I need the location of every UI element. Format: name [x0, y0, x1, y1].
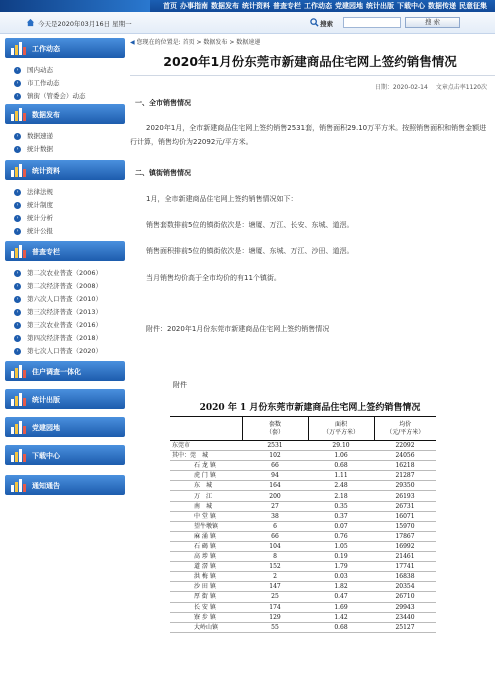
sidebar-section-header[interactable]: [5, 160, 125, 180]
table-cell-value: 2.18: [308, 491, 374, 501]
publish-date: 日期：2020-02-14: [374, 84, 428, 91]
table-cell-value: 2531: [242, 441, 308, 451]
table-cell-value: 1.82: [308, 582, 374, 592]
table-cell-value: 129: [242, 612, 308, 622]
sidebar-item-label: 市工作动态: [27, 79, 60, 87]
arrow-right-icon: ›: [14, 283, 21, 290]
sidebar-item-label: 第三次经济普查（2013）: [27, 308, 103, 316]
sidebar-section-list: [5, 186, 125, 238]
search-input[interactable]: [343, 17, 401, 28]
bar-chart-icon: [10, 449, 28, 462]
top-nav-link[interactable]: 工作动态: [304, 2, 332, 10]
top-navigation-bar: [0, 0, 495, 12]
table-cell-region: 洪 梅 镇: [170, 572, 242, 582]
table-row: [170, 441, 436, 451]
sidebar-item-label: 法律法规: [27, 188, 53, 196]
table-cell-value: 102: [242, 451, 308, 461]
table-cell-value: 0.47: [308, 592, 374, 602]
breadcrumb-home[interactable]: 首页: [182, 39, 195, 46]
breadcrumb-prefix: 您现在的位置是:: [136, 39, 183, 46]
table-row: [170, 521, 436, 531]
sidebar-section-header[interactable]: [5, 475, 125, 495]
section-heading-city: 一、全市销售情况: [135, 99, 191, 107]
current-date: 今天是2020年03月16日 星期一: [38, 20, 132, 28]
table-row: [170, 451, 436, 461]
page-title: 2020年1月份东莞市新建商品住宅网上签约销售情况: [163, 54, 457, 69]
table-column-header: 套数 （套）: [242, 417, 308, 441]
table-cell-value: 164: [242, 481, 308, 491]
sidebar-item[interactable]: [5, 332, 125, 345]
table-cell-value: 200: [242, 491, 308, 501]
sidebar-section-title: 数据发布: [32, 111, 60, 119]
table-cell-value: 29350: [374, 481, 436, 491]
search-label: 搜索: [320, 20, 333, 28]
section-heading-towns: 二、镇街销售情况: [135, 169, 191, 177]
paragraph-towns-intro: 1月，全市新建商品住宅网上签约销售情况如下：: [146, 195, 298, 203]
bar-chart-icon: [10, 421, 28, 434]
table-row: [170, 582, 436, 592]
arrow-right-icon: ›: [14, 309, 21, 316]
bar-chart-icon: [10, 42, 28, 55]
sidebar-section-title: 统计出版: [32, 396, 60, 404]
table-cell-value: 16071: [374, 511, 436, 521]
arrow-right-icon: ›: [14, 215, 21, 222]
sidebar-item[interactable]: [5, 306, 125, 319]
table-cell-value: 24056: [374, 451, 436, 461]
bar-chart-icon: [10, 108, 28, 121]
table-cell-value: 1.06: [308, 451, 374, 461]
sidebar-item-label: 统计分析: [27, 214, 53, 222]
sidebar-section-header[interactable]: [5, 361, 125, 381]
table-cell-value: 6: [242, 521, 308, 531]
top-nav-link[interactable]: 数据传递: [428, 2, 456, 10]
table-cell-value: 104: [242, 541, 308, 551]
home-icon: [26, 18, 35, 27]
bar-chart-icon: [10, 245, 28, 258]
top-nav-link[interactable]: 党建园地: [335, 2, 363, 10]
breadcrumb: [130, 37, 260, 46]
table-cell-region: 沙 田 镇: [170, 582, 242, 592]
table-cell-region: 长 安 镇: [170, 602, 242, 612]
table-cell-region: 东莞市: [170, 441, 242, 451]
table-cell-value: 174: [242, 602, 308, 612]
table-cell-value: 147: [242, 582, 308, 592]
sidebar-item[interactable]: [5, 90, 125, 103]
table-cell-value: 38: [242, 511, 308, 521]
table-cell-region: 石 龙 镇: [170, 461, 242, 471]
sidebar-item[interactable]: [5, 143, 125, 156]
sidebar-item-label: 统计数据: [27, 145, 53, 153]
table-cell-value: 1.11: [308, 471, 374, 481]
table-row: [170, 481, 436, 491]
sidebar-item[interactable]: [5, 267, 125, 280]
paragraph-above-average: 当月销售均价高于全市均价的有11个镇街。: [146, 274, 281, 282]
table-cell-value: 0.19: [308, 552, 374, 562]
paragraph-top-units: 销售套数排前5位的镇街依次是：塘厦、万江、长安、东城、道滘。: [146, 221, 354, 229]
top-nav-link[interactable]: 统计资料: [242, 2, 270, 10]
sidebar-item[interactable]: [5, 280, 125, 293]
sidebar-section-list: [5, 64, 125, 103]
breadcrumb-data-express[interactable]: 数据速递: [236, 39, 261, 46]
sidebar-section-title: 工作动态: [32, 45, 60, 53]
title-divider: [130, 75, 495, 76]
table-row: [170, 461, 436, 471]
sidebar-section-header[interactable]: [5, 241, 125, 261]
main-content: [125, 34, 495, 681]
sidebar-section-list: [5, 130, 125, 156]
top-nav-link[interactable]: 普查专栏: [273, 2, 301, 10]
sidebar-item-label: 统计公报: [27, 227, 53, 235]
table-cell-region: 厚 街 镇: [170, 592, 242, 602]
search-button[interactable]: 搜 索: [405, 17, 460, 28]
table-body: [170, 441, 436, 633]
table-cell-region: 中 堂 镇: [170, 511, 242, 521]
table-row: [170, 471, 436, 481]
table-cell-value: 22092: [374, 441, 436, 451]
breadcrumb-data-release[interactable]: 数据发布: [203, 39, 228, 46]
table-cell-value: 0.07: [308, 521, 374, 531]
sidebar: [5, 34, 125, 681]
sidebar-item[interactable]: [5, 199, 125, 212]
hit-count: 文章点击率1120次: [435, 84, 487, 91]
top-nav-link[interactable]: 数据发布: [211, 2, 239, 10]
table-cell-value: 1.05: [308, 541, 374, 551]
table-column-header: 均价 （元/平方米）: [374, 417, 436, 441]
search-icon: [310, 18, 319, 27]
arrow-right-icon: ›: [14, 228, 21, 235]
sidebar-section-header[interactable]: [5, 104, 125, 124]
breadcrumb-separator: >: [194, 39, 204, 46]
bar-chart-icon: [10, 479, 28, 492]
table-row: [170, 572, 436, 582]
sidebar-item[interactable]: [5, 319, 125, 332]
table-row: [170, 501, 436, 511]
top-nav-link[interactable]: 首页: [163, 2, 177, 10]
sales-table: [170, 416, 436, 633]
table-cell-value: 20354: [374, 582, 436, 592]
table-row: [170, 531, 436, 541]
bar-chart-icon: [10, 365, 28, 378]
table-cell-value: 94: [242, 471, 308, 481]
sidebar-item-label: 数据速递: [27, 132, 53, 140]
table-cell-value: 0.68: [308, 622, 374, 632]
table-cell-region: 虎 门 镇: [170, 471, 242, 481]
top-nav-links: [163, 1, 490, 11]
table-cell-value: 26731: [374, 501, 436, 511]
table-row: [170, 602, 436, 612]
arrow-right-icon: ›: [14, 80, 21, 87]
sidebar-section-title: 住户调查一体化: [32, 368, 81, 376]
table-column-header: 面积 （万平方米）: [308, 417, 374, 441]
table-cell-value: 1.42: [308, 612, 374, 622]
table-cell-region: 南 城: [170, 501, 242, 511]
arrow-right-icon: ›: [14, 270, 21, 277]
sidebar-item[interactable]: [5, 293, 125, 306]
arrow-right-icon: ›: [14, 189, 21, 196]
table-cell-value: 21461: [374, 552, 436, 562]
top-nav-link[interactable]: 办事指南: [180, 2, 208, 10]
sidebar-section-header[interactable]: [5, 445, 125, 465]
table-cell-value: 0.35: [308, 501, 374, 511]
sidebar-item[interactable]: [5, 212, 125, 225]
sidebar-item[interactable]: [5, 64, 125, 77]
sidebar-item[interactable]: [5, 77, 125, 90]
table-cell-value: 26710: [374, 592, 436, 602]
arrow-right-icon: ›: [14, 93, 21, 100]
table-cell-value: 2.48: [308, 481, 374, 491]
bar-chart-icon: [10, 393, 28, 406]
table-header-row: [170, 417, 436, 441]
sidebar-item-label: 第三次农业普查（2016）: [27, 321, 103, 329]
table-row: [170, 622, 436, 632]
date-search-bar: [0, 12, 495, 34]
sidebar-item-label: 第七次人口普查（2020）: [27, 347, 103, 355]
table-cell-value: 152: [242, 562, 308, 572]
table-cell-value: 17741: [374, 562, 436, 572]
paragraph-top-area: 销售面积排前5位的镇街依次是：塘厦、东城、万江、沙田、道滘。: [146, 247, 354, 255]
table-cell-value: 29.10: [308, 441, 374, 451]
article-meta: [369, 82, 487, 91]
table-cell-value: 25: [242, 592, 308, 602]
sidebar-section-list: [5, 267, 125, 358]
site-logo: [0, 0, 150, 12]
sidebar-item[interactable]: [5, 225, 125, 238]
table-row: [170, 592, 436, 602]
table-row: [170, 552, 436, 562]
table-row: [170, 491, 436, 501]
arrow-right-icon: ›: [14, 322, 21, 329]
table-cell-region: 望牛墩镇: [170, 521, 242, 531]
sidebar-item-label: 第二次农业普查（2006）: [27, 269, 103, 277]
top-nav-link[interactable]: 统计出版: [366, 2, 394, 10]
table-cell-value: 27: [242, 501, 308, 511]
breadcrumb-separator: >: [227, 39, 237, 46]
sidebar-item-label: 国内动态: [27, 66, 53, 74]
table-cell-value: 0.68: [308, 461, 374, 471]
table-cell-value: 25127: [374, 622, 436, 632]
table-cell-value: 55: [242, 622, 308, 632]
table-cell-region: 东 城: [170, 481, 242, 491]
sidebar-section-title: 普查专栏: [32, 248, 60, 256]
table-cell-region: 石 碣 镇: [170, 541, 242, 551]
table-cell-value: 23440: [374, 612, 436, 622]
table-row: [170, 612, 436, 622]
arrow-right-icon: ›: [14, 133, 21, 140]
table-cell-value: 1.69: [308, 602, 374, 612]
sidebar-item-label: 镇街（管委会）动态: [27, 92, 86, 100]
sidebar-section-header[interactable]: [5, 38, 125, 58]
table-cell-value: 29943: [374, 602, 436, 612]
breadcrumb-arrow-icon: ◀: [130, 39, 135, 46]
sidebar-section-title: 通知通告: [32, 482, 60, 490]
table-cell-value: 8: [242, 552, 308, 562]
sidebar-section-header[interactable]: [5, 417, 125, 437]
table-cell-value: 0.76: [308, 531, 374, 541]
table-cell-value: 66: [242, 461, 308, 471]
sidebar-item-label: 统计制度: [27, 201, 53, 209]
table-cell-region: 麻 涌 镇: [170, 531, 242, 541]
arrow-right-icon: ›: [14, 146, 21, 153]
table-cell-value: 2: [242, 572, 308, 582]
table-cell-value: 0.03: [308, 572, 374, 582]
sidebar-item-label: 第六次人口普查（2010）: [27, 295, 103, 303]
table-cell-value: 21287: [374, 471, 436, 481]
table-cell-value: 17867: [374, 531, 436, 541]
sidebar-section-title: 下载中心: [32, 452, 60, 460]
top-nav-link[interactable]: 民意征集: [459, 2, 487, 10]
table-cell-value: 26193: [374, 491, 436, 501]
table-cell-value: 66: [242, 531, 308, 541]
paragraph-city-sales: 2020年1月，全市新建商品住宅网上签约销售2531套，销售面积29.10万平方米。按照销售面积和销售金额进行计算，销售均价为22092元/平方米。: [130, 124, 487, 146]
arrow-right-icon: ›: [14, 348, 21, 355]
table-cell-region: 万 江: [170, 491, 242, 501]
table-cell-region: 道 滘 镇: [170, 562, 242, 572]
table-cell-value: 16838: [374, 572, 436, 582]
bar-chart-icon: [10, 164, 28, 177]
table-column-header: [170, 417, 242, 441]
sidebar-item[interactable]: [5, 130, 125, 143]
table-cell-region: 大岭山镇: [170, 622, 242, 632]
attachment-label: 附件: [173, 381, 187, 389]
arrow-right-icon: ›: [14, 202, 21, 209]
table-cell-region: 其中：莞 城: [170, 451, 242, 461]
table-cell-region: 高 埗 镇: [170, 552, 242, 562]
sidebar-item[interactable]: [5, 345, 125, 358]
table-cell-value: 16218: [374, 461, 436, 471]
attachment-link[interactable]: 附件：2020年1月份东莞市新建商品住宅网上签约销售情况: [146, 325, 330, 333]
table-cell-value: 1.79: [308, 562, 374, 572]
table-cell-value: 15970: [374, 521, 436, 531]
arrow-right-icon: ›: [14, 296, 21, 303]
table-row: [170, 511, 436, 521]
sidebar-item-label: 第四次经济普查（2018）: [27, 334, 103, 342]
sidebar-section-title: 党建园地: [32, 424, 60, 432]
attachment-title: 2020 年 1 月份东莞市新建商品住宅网上签约销售情况: [199, 403, 421, 413]
table-row: [170, 562, 436, 572]
table-row: [170, 541, 436, 551]
sidebar-section-title: 统计资料: [32, 167, 60, 175]
table-cell-value: 16992: [374, 541, 436, 551]
sidebar-item[interactable]: [5, 186, 125, 199]
table-cell-region: 寮 步 镇: [170, 612, 242, 622]
sidebar-section-header[interactable]: [5, 389, 125, 409]
table-cell-value: 0.37: [308, 511, 374, 521]
top-nav-link[interactable]: 下载中心: [397, 2, 425, 10]
arrow-right-icon: ›: [14, 335, 21, 342]
sidebar-item-label: 第二次经济普查（2008）: [27, 282, 103, 290]
arrow-right-icon: ›: [14, 67, 21, 74]
